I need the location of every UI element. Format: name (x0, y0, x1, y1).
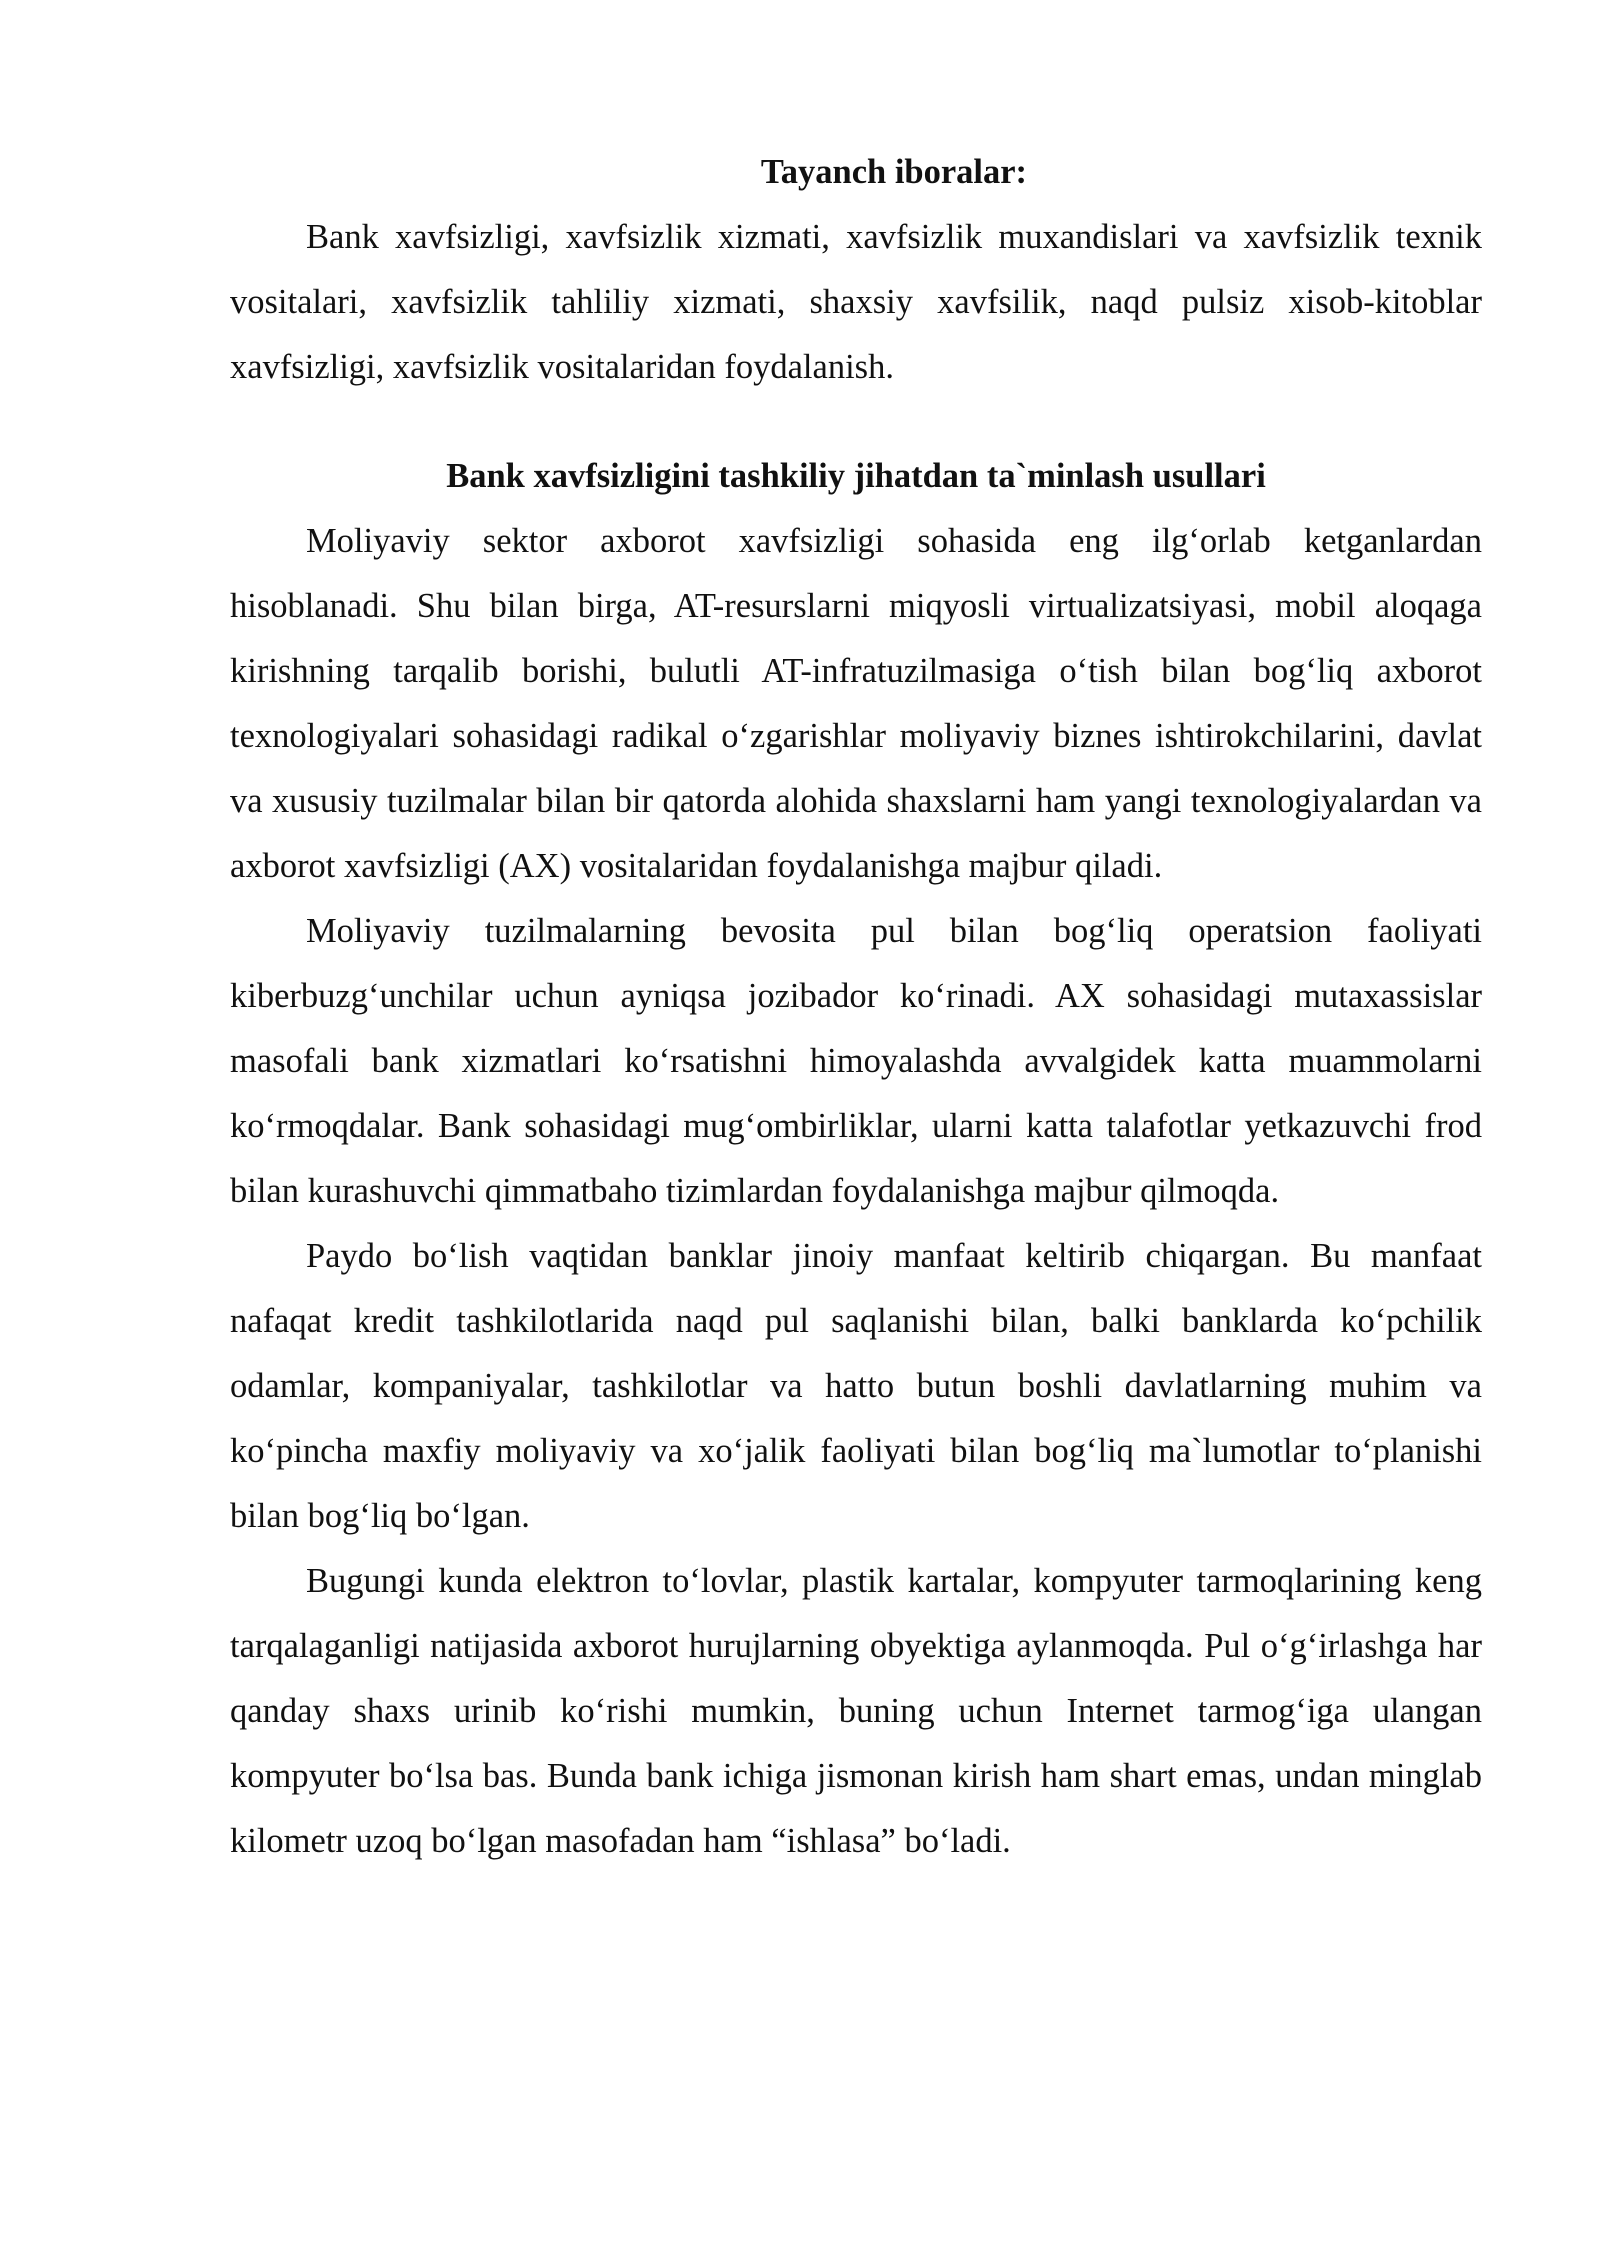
body-paragraph-2: Moliyaviy tuzilmalarning bevosita pul bilan bog‘liq operatsion faoliyati kiberbuzg‘unchilar uchun ayniqsa jozibador ko‘rinadi. AX sohasidagi mutaxassislar masofali bank xizmatlari ko‘rsatishni himoyalashda avvalgidek katta muammolarni ko‘rmoqdalar. Bank sohasidagi mug‘ombirliklar, ularni katta talafotlar yetkazuvchi frod bilan kurashuvchi qimmatbaho tizimlardan foydalanishga majbur qilmoqda. (230, 912, 1482, 1210)
document-page (230, 140, 1482, 1874)
body-paragraph-4: Bugungi kunda elektron to‘lovlar, plastik kartalar, kompyuter tarmoqlarining keng tarqalaganligi natijasida axborot hurujlarning obyektiga aylanmoqda. Pul o‘g‘irlashga har qanday shaxs urinib ko‘rishi mumkin, buning uchun Internet tarmog‘iga ulangan kompyuter bo‘lsa bas. Bunda bank ichiga jismonan kirish ham shart emas, undan minglab kilometr uzoq bo‘lgan masofadan ham “ishlasa” bo‘ladi. (230, 1562, 1482, 1860)
section-spacer (230, 400, 1482, 444)
keywords-heading: Tayanch iboralar: (760, 153, 1028, 191)
body-paragraph-1: Moliyaviy sektor axborot xavfsizligi sohasida eng ilg‘orlab ketganlardan hisoblanadi. Shu bilan birga, AT-resurslarni miqyosli virtualizatsiyasi, mobil aloqaga kirishning tarqalib borishi, bulutli AT-infratuzilmasiga o‘tish bilan bog‘liq axborot texnologiyalari sohasidagi radikal o‘zgarishlar moliyaviy biznes ishtirokchilarini, davlat va xususiy tuzilmalar bilan bir qatorda alohida shaxslarni ham yangi texnologiyalardan va axborot xavfsizligi (AX) vositalaridan foydalanishga majbur qiladi. (230, 522, 1482, 885)
section-heading: Bank xavfsizligini tashkiliy jihatdan ta`minlash usullari (446, 457, 1266, 495)
keywords-paragraph: Bank xavfsizligi, xavfsizlik xizmati, xavfsizlik muxandislari va xavfsizlik texnik vositalari, xavfsizlik tahliliy xizmati, shaxsiy xavfsilik, naqd pulsiz xisob-kitoblar xavfsizligi, xavfsizlik vositalaridan foydalanish. (230, 218, 1482, 386)
body-paragraph-3: Paydo bo‘lish vaqtidan banklar jinoiy manfaat keltirib chiqargan. Bu manfaat nafaqat kredit tashkilotlarida naqd pul saqlanishi bilan, balki banklarda ko‘pchilik odamlar, kompaniyalar, tashkilotlar va hatto butun boshli davlatlarning muhim va ko‘pincha maxfiy moliyaviy va xo‘jalik faoliyati bilan bog‘liq ma`lumotlar to‘planishi bilan bog‘liq bo‘lgan. (230, 1237, 1482, 1535)
